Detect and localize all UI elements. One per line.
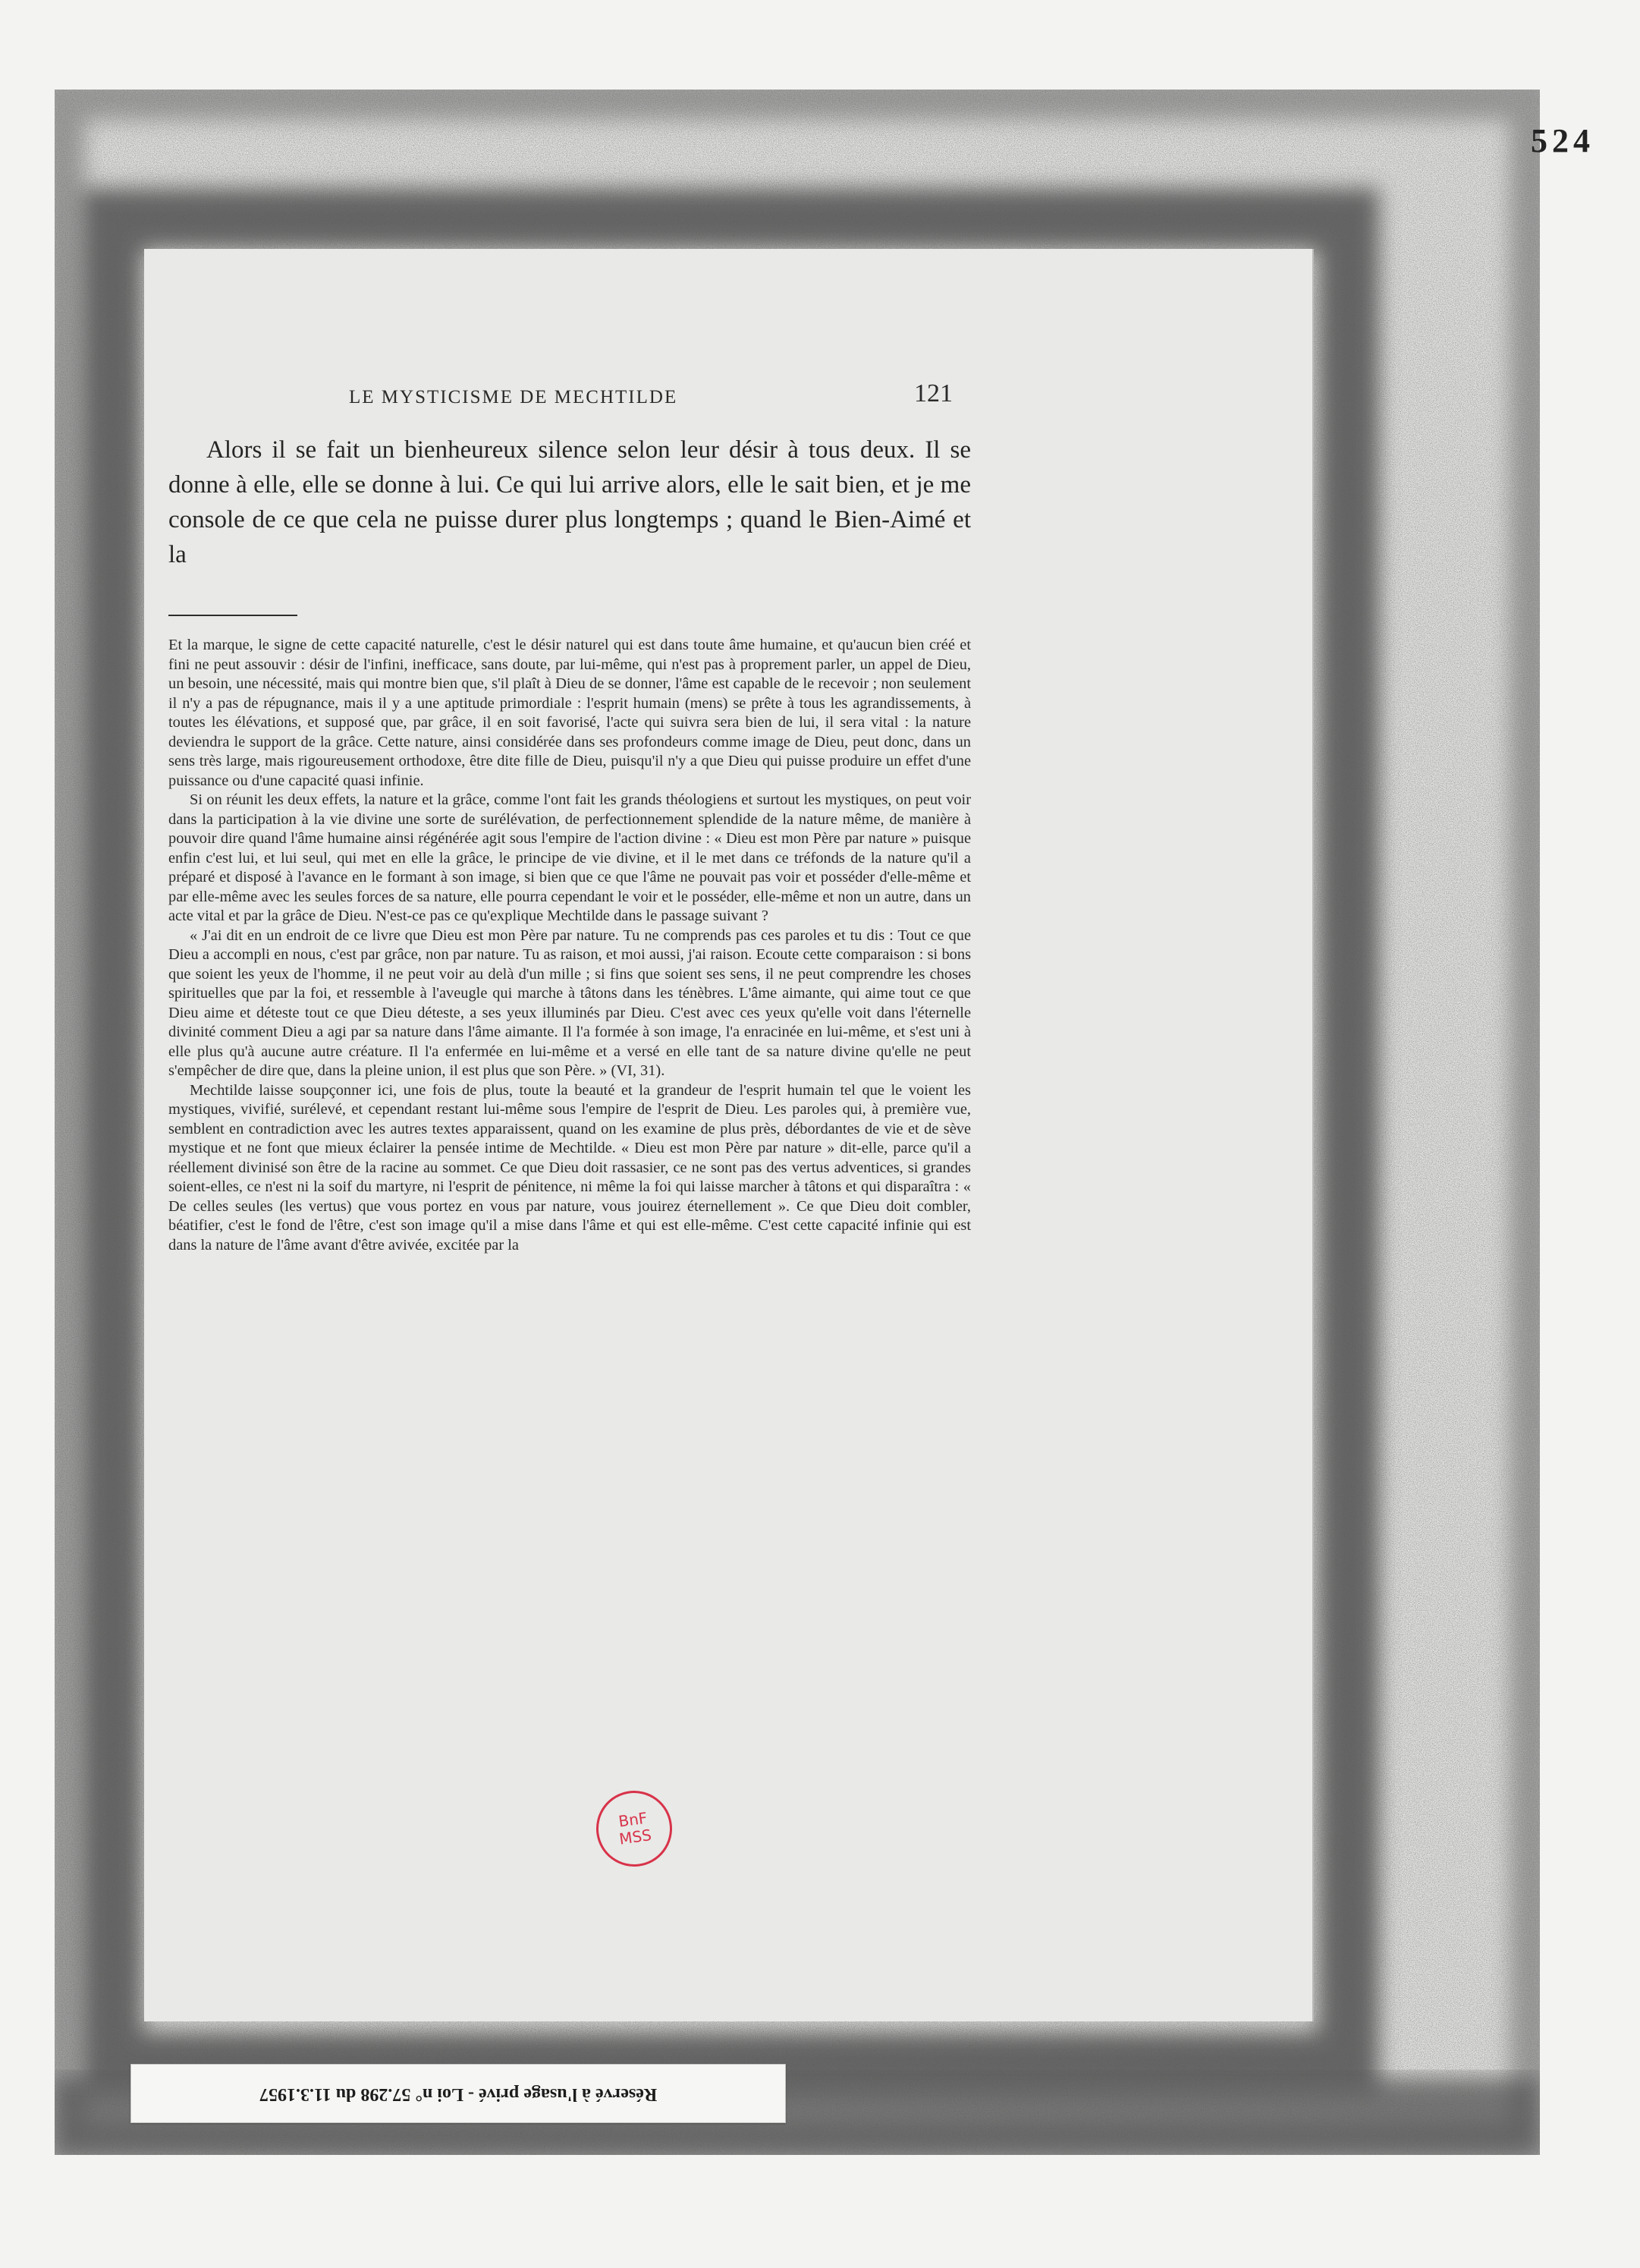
rights-label-text: Réservé à l'usage privé - Loi n° 57.298 du 11.3.1957: [259, 2084, 658, 2104]
footnote-paragraph: Et la marque, le signe de cette capacité naturelle, c'est le désir naturel qui est dans toute âme humaine, et qu'aucun bien créé et fini ne peut assouvir : désir de l'infini, inefficace, sans doute, par lui-même, qui n'est pas à proprement parler, un appel de Dieu, un besoin, une nécessité, mais qui montre bien que, s'il plaît à Dieu de se donner, l'âme est capable de le recevoir ; non seulement il n'y a pas de répugnance, mais il y a une aptitude primordiale : l'esprit humain (mens) se prête à tous les agrandissements, à toutes les élévations, et supposé que, par grâce, il en soit favorisé, l'acte qui suivra sera bien de lui, il sera vital : la nature deviendra le support de la grâce. Cette nature, ainsi considérée dans ses profondeurs comme image de Dieu, peut donc, dans un sens très large, mais rigoureusement orthodoxe, être dite fille de Dieu, puisqu'il n'y a que Dieu qui puisse produire un effet d'une puissance ou d'une capacité quasi infinie.: [168, 637, 971, 789]
main-text: Alors il se fait un bienheureux silence selon leur désir à tous deux. Il se donne à elle, elle se donne à lui. Ce qui lui arrive alors, elle le sait bien, et je me console de ce que cela ne puisse durer plus longtemps ; quand le Bien-Aimé et la: [168, 436, 971, 568]
footnote-paragraph: Si on réunit les deux effets, la nature et la grâce, comme l'ont fait les grands théologiens et surtout les mystiques, on peut voir dans la participation à la vie divine une sorte de surélévation, de perfectionnement splendide de la nature même, de manière à pouvoir dire quand l'âme humaine ainsi régénérée agit sous l'empire de l'action divine : « Dieu est mon Père par nature » puisque enfin c'est lui, et lui seul, qui met en elle la grâce, le principe de vie divine, et il le met dans ce tréfonds de la nature qu'il a préparé et disposé à l'avance en le formant à son image, si bien que ce que l'âme ne pouvait pas voir et posséder d'elle-même et par elle-même avec les seules forces de sa nature, elle pourra cependant le voir et le posséder, elle-même et non un autre, dans un acte vital et par la grâce de Dieu. N'est-ce pas ce qu'explique Mechtilde dans le passage suivant ?: [168, 791, 971, 924]
running-head: LE MYSTICISME DE MECHTILDE: [349, 387, 678, 407]
footnote-rule: [168, 615, 297, 616]
stamp-line: BnF: [617, 1808, 649, 1831]
footnote-paragraph: Mechtilde laisse soupçonner ici, une fois de plus, toute la beauté et la grandeur de l'esprit humain tel que le voient les mystiques, vivifié, surélevé, et cependant restant lui-même sous l'empire de l'esprit de Dieu. Les paroles qui, à première vue, semblent en contradiction avec les autres textes apparaissent, quand on les examine de plus près, débordantes de vie et de sève mystique et ne font que mieux éclairer la pensée intime de Mechtilde. « Dieu est mon Père par nature » dit-elle, parce qu'il a réellement divinisé son être de la racine au sommet. Ce que Dieu doit rassasier, ce ne sont pas des vertus adventices, si grandes soient-elles, ce n'est ni la soif du martyre, ni l'esprit de pénitence, ni même la foi qui laisse marcher à tâtons et qui disparaîtra : « De celles seules (les vertus) que vous portez en vous par nature, vous jouirez éternellement ». Ce que Dieu doit combler, béatifier, c'est le fond de l'être, c'est son image qu'il a mise dans l'âme et qui est elle-même. C'est cette capacité infinie qui est dans la nature de l'âme avant d'être avivée, excitée par la: [168, 1081, 971, 1254]
folio-number: 524: [1531, 122, 1594, 159]
stamp-line: MSS: [617, 1826, 653, 1848]
rights-label: [130, 2064, 786, 2123]
footnote-quotation: « J'ai dit en un endroit de ce livre que Dieu est mon Père par nature. Tu ne comprends pas ces paroles et tu dis : Tout ce que Dieu a accompli en nous, c'est par grâce, non par nature. Tu as raison, et moi aussi, j'ai raison. Ecoute cette comparaison : si bons que soient les yeux de l'homme, il ne peut voir au delà d'un mille ; si fins que soient ses sens, il ne peut comprendre les choses spirituelles que par la foi, et ressemble à l'aveugle qui marche à tâtons dans les ténèbres. L'âme aimante, qui aime tout ce que Dieu aime et déteste tout ce que Dieu déteste, a ses yeux illuminés par Dieu. C'est avec ces yeux qu'elle voit dans l'éternelle divinité comment Dieu a agi par sa nature dans l'âme aimante. Il l'a formée à son image, l'a enracinée en lui-même, et s'est uni à elle plus qu'à aucune autre créature. Il l'a enfermée en lui-même et a versé en elle tant de sa nature divine qu'elle ne peut s'empêcher de dire que, dans la pleine union, il est plus que son Père. » (VI, 31).: [168, 926, 971, 1079]
book-page-number: 121: [914, 379, 953, 407]
footnote-block: [168, 636, 971, 1255]
